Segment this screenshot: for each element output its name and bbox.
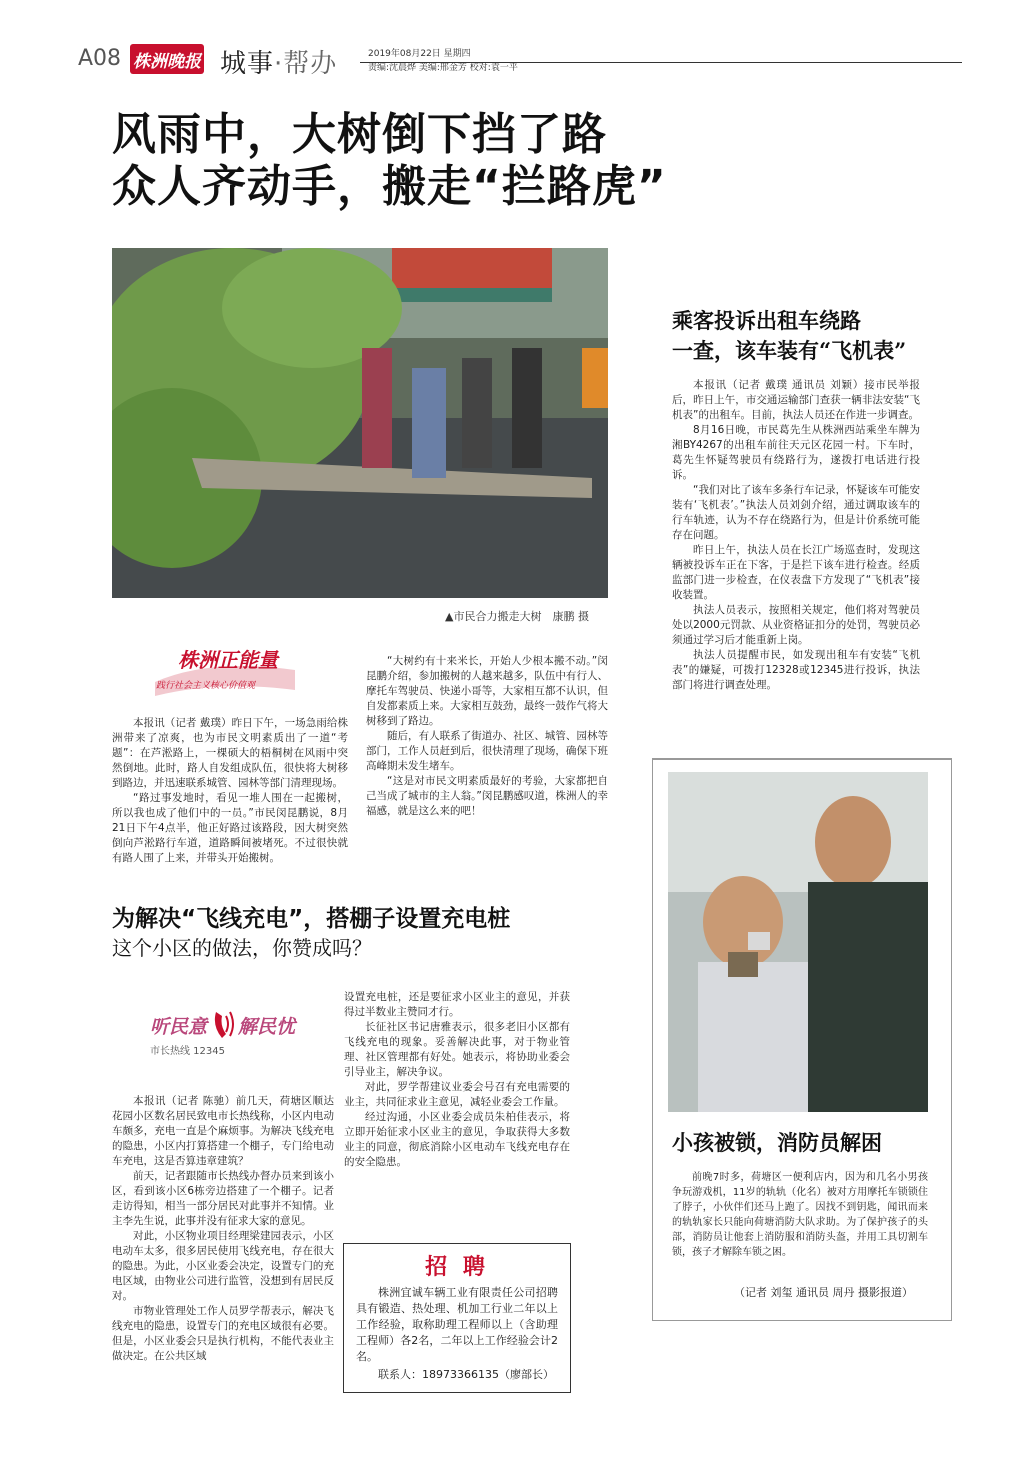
lead-column-2 bbox=[366, 654, 608, 876]
lead-para-3: “大树约有十来米长，开始人少根本搬不动。”闵昆鹏介绍，参加搬树的人越来越多，队伍中有行人、摩托车驾驶员、快递小哥等，大家相互都不认识，但自发都素质上来。大家相互鼓劲，最终一鼓作气将大树移到了路边。 bbox=[366, 655, 608, 727]
recruit-text: 株洲宜诚车辆工业有限责任公司招聘具有锻造、热处理、机加工行业二年以上工作经验，取称助理工程师以上（含助理工程师）各2名，二年以上工作经验会计2名。 bbox=[356, 1286, 558, 1363]
recruit-title: 招 聘 bbox=[425, 1255, 489, 1280]
phone-icon bbox=[212, 1008, 236, 1042]
charging-para-2: 前天，记者跟随市长热线办督办员来到该小区，看到该小区6栋旁边搭建了一个棚子。记者走访得知，相当一部分居民对此事并不知情。业主李先生说，此事并没有征求大家的意见。 bbox=[112, 1170, 334, 1227]
newspaper-logo: 株洲晚报 bbox=[130, 44, 204, 74]
recruit-body bbox=[344, 1281, 570, 1383]
header-staff: 责编:沈晨烨 美编:邢金芳 校对:袁一平 bbox=[368, 63, 518, 73]
taxi-para-5: 执法人员表示，按照相关规定，他们将对驾驶员处以2000元罚款、从业资格证扣分的处罚，驾驶员必须通过学习后才能重新上岗。 bbox=[672, 604, 920, 646]
kid-photo bbox=[668, 772, 928, 1112]
minyi-badge-title-b: 解民忧 bbox=[238, 1016, 296, 1038]
kid-byline: （记者 刘玺 通讯员 周丹 摄影报道） bbox=[734, 1286, 913, 1299]
taxi-para-3: “我们对比了该车多条行车记录，怀疑该车可能安装有‘飞机表’。”执法人员刘剑介绍，通过调取该车的行车轨迹，认为不存在绕路行为，但是计价系统可能存在问题。 bbox=[672, 484, 920, 541]
charging-para-7: 对此，罗学帮建议业委会号召有充电需要的业主，共同征求业主意见，减轻业委会工作量。 bbox=[344, 1081, 570, 1108]
lead-photo-caption: ▲市民合力搬走大树 康鹏 摄 bbox=[445, 610, 589, 623]
minyi-badge-title-a: 听民意 bbox=[150, 1016, 208, 1038]
lead-headline-1: 风雨中，大树倒下挡了路 bbox=[112, 109, 607, 160]
page-number: A08 bbox=[78, 46, 122, 71]
lead-para-4: 随后，有人联系了街道办、社区、城管、园林等部门，工作人员赶到后，很快清理了现场，确保下班高峰期未发生堵车。 bbox=[366, 730, 608, 772]
lead-para-5: “这是对市民文明素质最好的考验，大家都把自己当成了城市的主人翁。”闵昆鹏感叹道，株洲人的幸福感，就是这么来的吧！ bbox=[366, 775, 608, 817]
charging-para-8: 经过沟通，小区业委会成员朱柏佳表示，将立即开始征求小区业主的意见，争取获得大多数业主的同意，彻底消除小区电动车飞线充电存在的安全隐患。 bbox=[344, 1111, 570, 1168]
kid-para: 前晚7时多，荷塘区一便利店内，因为和几名小男孩争玩游戏机，11岁的轨轨（化名）被对方用摩托车锁锁住了脖子，小伙伴们还马上跑了。因找不到钥匙，闻讯而来的轨轨家长只能向荷塘消防大队求助。为了保护孩子的头部，消防员让他套上消防服和消防头盔，并用工具切割车锁，孩子才解除车锁之困。 bbox=[672, 1172, 928, 1258]
taxi-title-1: 乘客投诉出租车绕路 bbox=[672, 308, 861, 333]
charging-column-2 bbox=[344, 990, 570, 1200]
badge-subtitle: 践行社会主义核心价值观 bbox=[156, 681, 256, 691]
taxi-para-1: 本报讯（记者 戴璞 通讯员 刘颖）接市民举报后，昨日上午，市交通运输部门查获一辆非法安装“飞机表”的出租车。目前，执法人员还在作进一步调查。 bbox=[672, 379, 920, 421]
charging-title-2: 这个小区的做法，你赞成吗？ bbox=[112, 936, 372, 960]
kid-title: 小孩被锁，消防员解困 bbox=[672, 1130, 882, 1155]
badge-title: 株洲正能量 bbox=[178, 648, 278, 672]
tree-photo-illustration bbox=[112, 248, 608, 598]
taxi-title-2: 一查，该车装有“飞机表” bbox=[672, 338, 907, 363]
zhengnengliang-badge bbox=[150, 640, 300, 704]
header-meta bbox=[368, 48, 518, 74]
taxi-para-6: 执法人员提醒市民，如发现出租车有安装“飞机表”的嫌疑，可拨打12328或12345进行投诉，执法部门将进行调查处理。 bbox=[672, 649, 920, 691]
lead-para-2a: “路过事发地时，看见一堆人围在一起搬树，所以我也成了他们中的一员。”市民闵昆鹏说，8月21日下午4点半，他正好路过该路段，因大树突然倒向芦淞路行车道，道路瞬间被堵死。不过很快就有路人围了上来，并带头开始搬树。 bbox=[112, 792, 348, 864]
lead-para-1: 本报讯（记者 戴璞）昨日下午，一场急雨给株洲带来了凉爽，也为市民文明素质出了一道“考题”：在芦淞路上，一棵硕大的梧桐树在风雨中突然倒地。此时，路人自发组成队伍，很快将大树移到路边，并迅速联系城管、园林等部门清理现场。 bbox=[112, 717, 348, 789]
charging-para-6: 长征社区书记唐雅表示，很多老旧小区都有飞线充电的现象。妥善解决此事，对于物业管理、社区管理都有好处。她表示，将协助业委会引导业主，解决争议。 bbox=[344, 1021, 570, 1078]
charging-para-1: 本报讯（记者 陈驰）前几天，荷塘区顺达花园小区数名居民致电市长热线称，小区内电动车颇多，充电一直是个麻烦事。为解决飞线充电的隐患，小区内打算搭建一个棚子，专门给电动车充电，这是否算违章建筑？ bbox=[112, 1095, 334, 1167]
kid-photo-illustration bbox=[668, 772, 928, 1112]
recruit-ad bbox=[343, 1243, 571, 1393]
kid-body bbox=[672, 1170, 928, 1278]
charging-para-3: 对此，小区物业项目经理梁建园表示，小区电动车太多，很多居民使用飞线充电，存在很大的隐患。为此，小区业委会决定，设置专门的充电区域，由物业公司进行监管，没想到有居民反对。 bbox=[112, 1230, 334, 1302]
minyi-badge bbox=[148, 1008, 318, 1060]
taxi-para-4: 昨日上午，执法人员在长江广场巡查时，发现这辆被投诉车正在下客，于是拦下该车进行检查。经质监部门进一步检查，在仪表盘下方发现了“飞机表”接收装置。 bbox=[672, 544, 920, 601]
lead-photo bbox=[112, 248, 608, 598]
lead-column-1 bbox=[112, 716, 348, 876]
taxi-para-2: 8月16日晚，市民葛先生从株洲西站乘坐车牌为湘BY4267的出租车前往天元区花园一村。下车时，葛先生怀疑驾驶员有绕路行为，遂拨打电话进行投诉。 bbox=[672, 424, 920, 481]
charging-para-5: 设置充电桩，还是要征求小区业主的意见，并获得过半数业主赞同才行。 bbox=[344, 991, 570, 1018]
minyi-badge-subtitle: 市长热线 12345 bbox=[150, 1046, 225, 1057]
taxi-body bbox=[672, 378, 920, 718]
section-title: 城事·帮办 bbox=[220, 49, 338, 79]
charging-column-1 bbox=[112, 1094, 334, 1410]
lead-headline-2: 众人齐动手，搬走“拦路虎” bbox=[112, 161, 667, 212]
header-rule bbox=[360, 62, 962, 63]
charging-title-1: 为解决“飞线充电”，搭棚子设置充电桩 bbox=[112, 906, 511, 932]
recruit-contact: 联系人：18973366135（廖部长） bbox=[378, 1368, 554, 1381]
header-date: 2019年08月22日 星期四 bbox=[368, 49, 471, 59]
charging-para-4: 市物业管理处工作人员罗学帮表示，解决飞线充电的隐患，设置专门的充电区域很有必要。但是，小区业委会只是执行机构，不能代表业主做决定。在公共区域 bbox=[112, 1305, 334, 1362]
